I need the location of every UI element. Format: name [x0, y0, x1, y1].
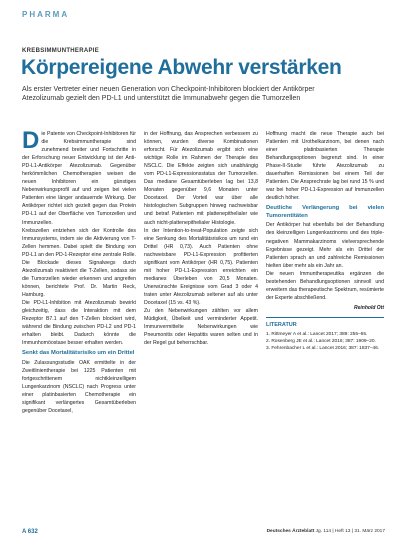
literature-item: 2. Rosenberg JE et al.: Lancet 2016; 387: 1909–20. — [266, 338, 376, 344]
paragraph: Der Antikörper hat ebenfalls bei der Behandlung des kleinzelligen Lungenkarzinoms und des triple-negativen Mammakarzinoms vielversprechende Ergebnisse gezeigt. Mehr als ein Drittel der Patienten sprach an und zahlreiche Remissionen hielten über mehr als ein Jahr an. — [266, 222, 384, 269]
author-name: Reinhold Ott — [354, 304, 384, 311]
literature-item: 1. Rittmeyer A et al.: Lancet 2017; 389: 255–65. — [266, 331, 368, 337]
journal-footer — [267, 529, 385, 534]
drop-cap: D — [22, 127, 40, 154]
paragraph: In der Intention-to-treat-Population zeigte sich eine Senkung des Mortalitätsrisikos um rund ein Drittel (HR 0,73). Auch Patienten ohne nachweisbare PD-L1-Expression profitierten signifikant vom Antikörper (HR 0,75). Patienten mit hoher PD-L1-Expression erreichten ein medianes Überleben von 20,5 Monaten. Unerwünschte Ereignisse vom Grad 3 oder 4 traten unter Atezolizumab seltener auf als unter Docetaxel (15 vs. 43 %). — [144, 227, 258, 306]
paragraph: Die PD-L1-Inhibition mit Atezolizumab bewirkt gleichzeitig, dass die Interaktion mit dem Rezeptor B7.1 auf den T-Zellen blockiert wird, während die Bindung zwischen PD-L2 und PD-1 erhalten bleibt. Dadurch könnte die Immunhomöostase besser erhalten werden. — [22, 299, 136, 347]
paragraph: Die Zulassungsstudie OAK ermittelte in der Zweitlinientherapie bei 1225 Patienten mit fortgeschrittenem nichtkleinzelligem Lungenkarzinom (NSCLC) nach Progress unter einer platinbasierten Chemotherapie ein signifikant verlängertes Gesamtüberleben gegenüber Docetaxel, — [22, 359, 136, 415]
text-column-3 — [266, 130, 384, 352]
paragraph: Zu den Nebenwirkungen zählten vor allem Müdigkeit, Übelkeit und verminderter Appetit. Immunvermittelte Nebenwirkungen wie Pneumonitis oder Hepatitis waren selten und in der Regel gut beherrschbar. — [144, 308, 258, 347]
page-number: A 632 — [22, 529, 38, 535]
journal-issue: Jg. 114 | Heft 13 | 31. März 2017 — [315, 529, 385, 534]
section-label: PHARMA — [22, 10, 70, 19]
article-lead: Als erster Vertreter einer neuen Generation von Checkpoint-Inhibitoren blockiert der Antikörper Atezolizumab gezielt den PD-L1 und unterstützt die Immunabwehr gegen die Tumorzellen — [22, 86, 315, 102]
divider — [266, 317, 384, 318]
subheading: Deutliche Verlängerung bei vielen Tumorentitäten — [266, 205, 384, 219]
literature-item: 3. Fehrenbacher L et al.: Lancet 2016; 387: 1837–46. — [266, 345, 380, 351]
paragraph: Krebszellen entziehen sich der Kontrolle des Immunsystems, indem sie die Aktivierung von T-Zellen hemmen. Dabei spielt die Bindung von PD-L1 an den PD-1-Rezeptor eine zentrale Rolle. Die Blockade dieses Signalwegs durch Atezolizumab reaktiviert die T-Zellen, sodass sie die Tumorzellen wieder erkennen und angreifen können, berichtete Prof. Dr. Martin Reck, Hamburg. — [22, 227, 136, 298]
article-title: Körpereigene Abwehr verstärken — [21, 56, 342, 79]
paragraph: Hoffnung macht die neue Therapie auch bei Patienten mit Urothelkarzinom, bei denen nach einer platinbasierten Therapie Behandlungsoptionen begrenzt sind. In einer Phase-II-Studie führte Atezolizumab zu dauerhaften Remissionen bei einem Teil der Patienten. Die Ansprechrate lag bei rund 15 % und war bei hoher PD-L1-Expression auf Immunzellen deutlich höher. — [266, 131, 384, 202]
literature-heading: LITERATUR — [266, 321, 297, 328]
journal-name: Deutsches Ärzteblatt — [266, 529, 315, 534]
text-column-2 — [144, 130, 258, 347]
subheading: Senkt das Mortalitätsrisiko um ein Drittel — [22, 350, 135, 357]
paragraph: Die neuen Immuntherapeutika ergänzen die bestehenden Behandlungsoptionen sinnvoll und erweitern das therapeutische Spektrum, resümierte der Experte abschließend. — [266, 270, 384, 301]
paragraph: ie Patente von Checkpoint-Inhibitoren für die Krebsimmuntherapie sind zunehmend breiter und Fortschritte in der Erforschung neuer Entwicklung ist der Anti-PD-L1-Antikörper Atezolizumab. Gegenüber herkömmlichen Chemotherapien weisen die neuen Inhibitoren ein günstiges Nebenwirkungsprofil auf und zeigen bei vielen Patienten eine länger andauernde Wirkung. Der Antikörper richtet sich gezielt gegen das Protein PD-L1 auf der Oberfläche von Tumorzellen und Immunzellen. — [22, 131, 136, 226]
text-column-1 — [22, 127, 136, 415]
paragraph: in der Hoffnung, das Ansprechen verbessern zu können, wurden diverse Kombinationen erforscht. Für Atezolizumab ergibt sich eine wichtige Rolle im Rahmen der Therapie des NSCLC. Die Effekte zeigten sich unabhängig vom PD-L1-Expressionsstatus der Tumorzellen. Das mediane Gesamtüberleben lag bei 13,8 Monaten gegenüber 9,6 Monaten unter Docetaxel. Der Vorteil war über alle histologischen Subgruppen hinweg nachweisbar und betraf Patienten mit plattenepithelialer wie auch nicht-plattenepithelialer Histologie. — [144, 131, 258, 226]
article-kicker: KREBSIMMUNTHERAPIE — [22, 48, 100, 54]
